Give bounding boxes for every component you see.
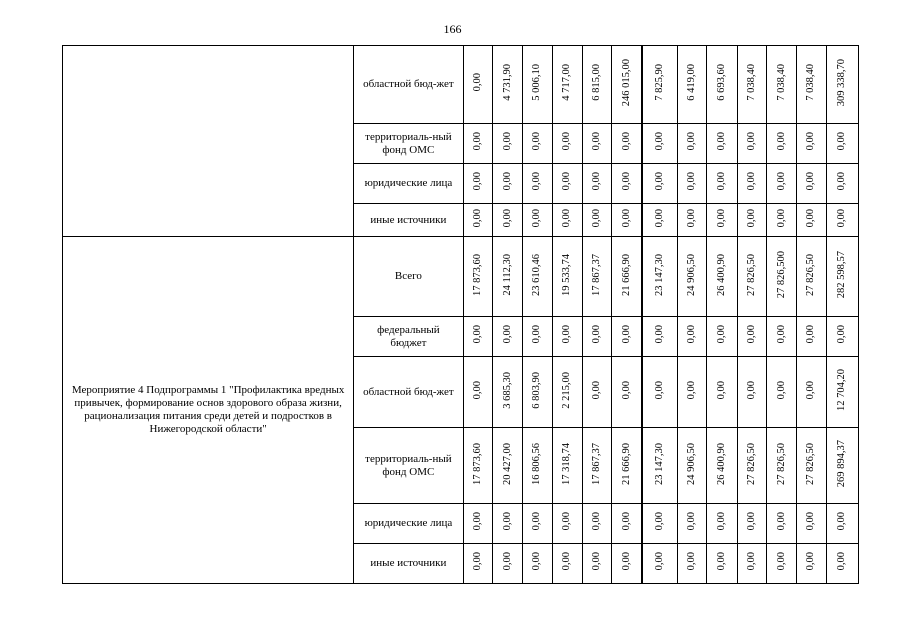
funding-source: федеральный бюджет [354,317,463,357]
value-text: 0,00 [590,172,602,191]
value-text: 0,00 [805,172,817,191]
value-cell [797,164,826,204]
value-text: 27 826,50 [745,442,757,485]
value-cell [463,124,492,164]
value-cell [552,46,582,124]
value-cell [766,504,796,544]
value-cell [826,124,858,164]
value-text: 0,00 [745,132,757,151]
value-text: 0,00 [775,208,787,228]
value-text: 0,00 [501,325,513,344]
value-text: 0,00 [686,512,698,531]
value-text: 0,00 [805,208,817,228]
value-cell [463,504,492,544]
value-text: 0,00 [620,380,632,400]
value-text: 0,00 [775,325,787,344]
value-cell [582,357,611,428]
value-cell [552,544,582,584]
value-cell [523,46,552,124]
value-cell [523,428,552,504]
value-text: 0,00 [653,380,665,400]
value-text: 0,00 [775,172,787,191]
value-text: 0,00 [471,172,483,191]
value-text: 0,00 [620,325,632,344]
value-text: 27 826,50 [745,253,757,296]
value-cell [707,317,737,357]
value-text: 21 666,90 [620,442,632,485]
value-text: 0,00 [590,512,602,531]
value-cell [826,504,858,544]
value-cell [707,504,737,544]
value-text: 17 318,74 [561,442,573,485]
value-text: 7 038,40 [805,64,817,101]
value-text: 0,00 [531,552,543,571]
value-text: 0,00 [686,325,698,344]
value-cell [766,204,796,237]
value-cell [463,544,492,584]
value-cell [766,428,796,504]
value-cell [523,544,552,584]
value-cell [463,357,492,428]
value-cell [612,204,642,237]
value-cell [612,124,642,164]
value-text: 3 685,30 [501,371,513,409]
value-cell [582,317,611,357]
value-text: 0,00 [501,512,513,531]
value-text: 0,00 [715,132,727,151]
value-cell [737,544,766,584]
value-text: 0,00 [805,132,817,151]
value-text: 0,00 [686,552,698,571]
value-cell [582,204,611,237]
value-cell [492,124,522,164]
value-cell [826,428,858,504]
value-cell [677,504,706,544]
value-text: 0,00 [620,512,632,531]
value-text: 0,00 [805,380,817,400]
value-text: 0,00 [531,512,543,531]
value-text: 0,00 [836,132,848,151]
value-cell [523,124,552,164]
value-cell [612,164,642,204]
value-text: 0,00 [836,325,848,344]
value-cell [707,544,737,584]
value-text: 0,00 [590,208,602,228]
value-cell [797,317,826,357]
value-text: 24 906,50 [686,442,698,485]
value-cell [677,46,706,124]
value-text: 0,00 [775,380,787,400]
value-text: 17 873,60 [471,253,483,296]
value-cell [737,357,766,428]
value-cell [766,237,796,317]
value-cell [737,164,766,204]
value-cell [737,428,766,504]
value-cell [582,164,611,204]
value-text: 6 803,90 [531,371,543,409]
value-text: 4 717,00 [561,64,573,101]
value-text: 0,00 [686,208,698,228]
value-cell [766,46,796,124]
value-text: 4 731,90 [501,64,513,101]
value-text: 26 400,90 [715,253,727,296]
value-text: 0,00 [775,552,787,571]
value-text: 0,00 [561,512,573,531]
value-cell [463,46,492,124]
value-text: 0,00 [745,512,757,531]
value-cell [797,204,826,237]
value-cell [677,164,706,204]
value-text: 0,00 [715,380,727,400]
value-text: 269 894,37 [836,439,848,488]
value-cell [737,46,766,124]
value-text: 24 112,30 [501,253,513,296]
value-cell [766,124,796,164]
value-cell [826,164,858,204]
value-cell [552,317,582,357]
value-text: 0,00 [836,208,848,228]
value-text: 0,00 [561,132,573,151]
value-cell [642,164,677,204]
value-text: 20 427,00 [501,442,513,485]
value-cell [582,544,611,584]
table-row [63,46,859,124]
funding-source: иные источники [354,204,463,237]
value-cell [826,46,858,124]
value-text: 0,00 [653,208,665,228]
value-cell [582,237,611,317]
value-text: 27 826,500 [775,250,787,299]
value-text: 0,00 [471,552,483,571]
value-text: 12 704,20 [836,369,848,411]
value-cell [523,204,552,237]
value-cell [677,317,706,357]
value-cell [612,237,642,317]
value-cell [677,237,706,317]
value-text: 246 015,00 [620,58,632,107]
value-text: 0,00 [745,552,757,571]
value-text: 0,00 [590,552,602,571]
value-cell [582,124,611,164]
funding-source: территориаль-ный фонд ОМС [354,124,463,164]
value-cell [463,164,492,204]
value-cell [463,204,492,237]
value-text: 0,00 [590,380,602,400]
value-text: 0,00 [501,172,513,191]
value-cell [797,544,826,584]
value-text: 0,00 [620,552,632,571]
value-text: 17 867,37 [590,442,602,485]
value-cell [797,124,826,164]
value-cell [612,504,642,544]
value-cell [797,357,826,428]
value-cell [707,124,737,164]
value-cell [677,357,706,428]
value-cell [492,357,522,428]
value-cell [612,428,642,504]
value-text: 27 826,50 [775,442,787,485]
value-cell [523,237,552,317]
value-text: 0,00 [620,132,632,151]
value-cell [492,164,522,204]
value-cell [826,357,858,428]
value-text: 7 825,90 [653,64,665,101]
value-text: 0,00 [471,208,483,228]
value-cell [642,504,677,544]
value-text: 0,00 [715,552,727,571]
value-text: 0,00 [745,380,757,400]
value-text: 6 693,60 [715,64,727,101]
value-text: 23 147,30 [653,442,665,485]
value-text: 282 598,57 [836,250,848,299]
value-cell [582,504,611,544]
value-text: 27 826,50 [805,253,817,296]
value-cell [766,544,796,584]
value-cell [492,428,522,504]
value-text: 0,00 [715,512,727,531]
funding-source: Всего [354,237,463,317]
value-text: 7 038,40 [745,64,757,101]
value-text: 309 338,70 [836,58,848,107]
value-text: 0,00 [715,325,727,344]
value-cell [707,428,737,504]
value-cell [707,237,737,317]
value-cell [552,164,582,204]
value-text: 0,00 [620,172,632,191]
value-cell [492,317,522,357]
value-text: 23 147,30 [653,253,665,296]
value-text: 0,00 [561,172,573,191]
value-text: 0,00 [471,73,483,92]
value-cell [582,46,611,124]
value-cell [826,317,858,357]
value-text: 0,00 [531,172,543,191]
value-cell [737,317,766,357]
value-cell [582,428,611,504]
value-cell [642,544,677,584]
value-text: 0,00 [805,552,817,571]
value-cell [492,46,522,124]
value-text: 0,00 [471,325,483,344]
value-text: 0,00 [531,208,543,228]
value-cell [797,237,826,317]
value-cell [766,164,796,204]
value-text: 0,00 [561,208,573,228]
value-text: 0,00 [836,512,848,531]
value-cell [463,237,492,317]
value-cell [612,544,642,584]
value-text: 0,00 [775,132,787,151]
value-text: 27 826,50 [805,442,817,485]
value-text: 2 215,00 [561,371,573,409]
value-cell [826,237,858,317]
value-text: 0,00 [590,325,602,344]
value-cell [612,357,642,428]
value-text: 0,00 [471,132,483,151]
funding-source: областной бюд-жет [354,357,463,428]
value-text: 0,00 [686,172,698,191]
value-text: 23 610,46 [531,253,543,296]
value-text: 0,00 [836,552,848,571]
value-cell [492,237,522,317]
funding-source: иные источники [354,544,463,584]
value-text: 0,00 [471,380,483,400]
funding-source: юридические лица [354,504,463,544]
value-cell [797,46,826,124]
value-text: 0,00 [715,172,727,191]
value-text: 0,00 [501,552,513,571]
value-cell [523,317,552,357]
value-cell [492,544,522,584]
value-cell [707,164,737,204]
value-cell [826,204,858,237]
activity-description: Мероприятие 4 Подпрограммы 1 "Профилактика вредных привычек, формирование основ здорового образа жизни, рационализация питания среди детей и подростков в Нижегородской области" [63,237,354,584]
value-text: 0,00 [653,325,665,344]
value-text: 0,00 [745,172,757,191]
value-text: 5 006,10 [531,64,543,101]
value-text: 6 419,00 [686,64,698,101]
value-cell [523,504,552,544]
value-text: 0,00 [775,512,787,531]
value-text: 0,00 [471,512,483,531]
value-cell [707,204,737,237]
value-cell [642,204,677,237]
value-text: 0,00 [620,208,632,228]
value-cell [797,504,826,544]
value-cell [766,317,796,357]
value-text: 0,00 [531,132,543,151]
funding-source: территориаль-ный фонд ОМС [354,428,463,504]
value-text: 0,00 [561,552,573,571]
value-cell [523,164,552,204]
table-row [63,237,859,317]
value-cell [552,124,582,164]
value-text: 0,00 [531,325,543,344]
value-text: 0,00 [715,208,727,228]
value-text: 0,00 [805,512,817,531]
value-text: 0,00 [653,512,665,531]
value-text: 17 873,60 [471,442,483,485]
value-text: 0,00 [501,132,513,151]
value-cell [677,124,706,164]
value-cell [737,504,766,544]
value-cell [523,357,552,428]
funding-table [62,45,859,584]
value-text: 0,00 [653,172,665,191]
funding-source: юридические лица [354,164,463,204]
value-cell [552,204,582,237]
value-cell [766,357,796,428]
value-text: 0,00 [686,380,698,400]
value-cell [463,317,492,357]
value-cell [797,428,826,504]
value-cell [737,204,766,237]
value-cell [612,46,642,124]
value-cell [677,428,706,504]
value-text: 17 867,37 [590,253,602,296]
value-cell [642,46,677,124]
value-cell [642,124,677,164]
funding-source: областной бюд-жет [354,46,463,124]
value-text: 0,00 [501,208,513,228]
value-text: 21 666,90 [620,253,632,296]
value-text: 19 533,74 [561,253,573,296]
value-cell [826,544,858,584]
value-cell [552,237,582,317]
value-text: 0,00 [805,325,817,344]
value-text: 0,00 [686,132,698,151]
value-cell [707,46,737,124]
value-cell [552,504,582,544]
value-text: 16 806,56 [531,442,543,485]
value-cell [552,428,582,504]
value-text: 7 038,40 [775,64,787,101]
value-cell [612,317,642,357]
page-number: 166 [443,22,462,36]
value-text: 26 400,90 [715,442,727,485]
value-cell [642,317,677,357]
value-text: 0,00 [836,172,848,191]
value-cell [552,357,582,428]
value-text: 0,00 [745,208,757,228]
value-cell [642,357,677,428]
value-text: 0,00 [745,325,757,344]
value-cell [737,124,766,164]
value-text: 24 906,50 [686,253,698,296]
value-cell [463,428,492,504]
value-cell [492,504,522,544]
value-cell [642,237,677,317]
value-cell [642,428,677,504]
value-text: 0,00 [561,325,573,344]
value-text: 0,00 [590,132,602,151]
value-cell [737,237,766,317]
value-cell [707,357,737,428]
activity-description [63,46,354,237]
value-cell [677,204,706,237]
value-text: 0,00 [653,552,665,571]
value-cell [492,204,522,237]
value-text: 0,00 [653,132,665,151]
value-cell [677,544,706,584]
value-text: 6 815,00 [590,64,602,101]
